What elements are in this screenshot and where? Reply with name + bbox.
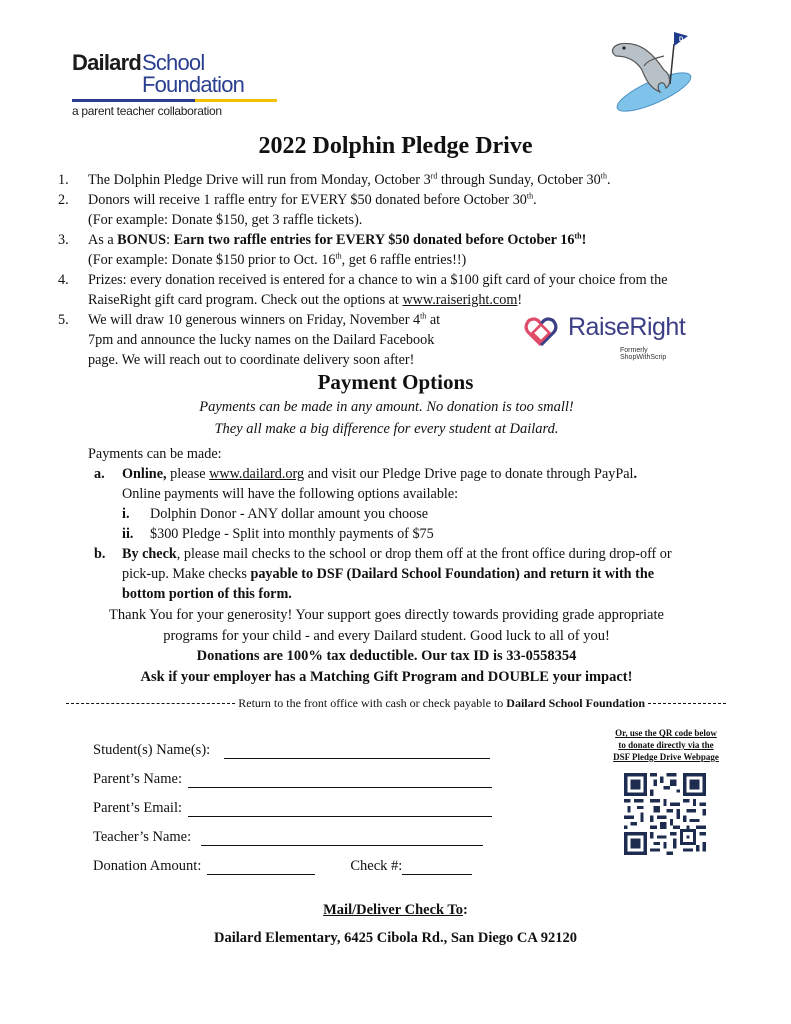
list-number: 5. [58,312,69,328]
payment-sub-option [122,524,738,544]
mail-to-heading: Mail/Deliver Check To: [323,902,468,918]
raiseright-logo [524,313,694,359]
teacher-name-field[interactable] [201,829,483,846]
student-name-field[interactable] [224,742,490,759]
list-number: 2. [58,192,69,208]
option-text: Online, please www.dailard.org and visit our Pledge Drive page to donate through PayPal. Online payments will have the following options available: [122,466,638,502]
logo-tagline: a parent teacher collaboration [72,104,222,118]
list-number: 1. [58,172,69,188]
pledge-form [93,730,492,875]
cut-line [66,696,726,711]
parent-email-field[interactable] [188,800,492,817]
logo-name-regular: School Foundation [141,50,245,97]
thank-you-block [0,605,773,687]
foundation-logo [72,52,287,118]
payment-option-online [94,464,738,504]
option-text: $300 Pledge - Split into monthly payments of $75 [150,526,434,542]
tax-id-line: Donations are 100% tax deductible. Our tax ID is 33-0558354 [196,648,577,664]
payment-note-1: Payments can be made in any amount. No donation is too small! [199,399,574,415]
cut-line-text: Return to the front office with cash or check payable to Dailard School Foundation [238,696,645,710]
list-text: As a BONUS: Earn two raffle entries for EVERY $50 donated before October 16th! (For example: Donate $150 prior to Oct. 16th, get 6 raffle entries!!) [88,231,587,268]
form-row [93,846,492,875]
option-label: a. [94,466,105,482]
thanks-line: programs for your child - and every Dailard student. Good luck to all of you! [163,627,610,644]
parent-email-label: Parent’s Email: [93,800,182,816]
student-name-label: Student(s) Name(s): [93,742,211,758]
parent-name-label: Parent’s Name: [93,771,182,787]
list-text: Prizes: every donation received is entered for a chance to win a $100 gift card of your choice from the RaiseRight gift card program. Check out the options at www.raiseright.com! [88,272,668,308]
payment-note-2: They all make a big difference for every student at Dailard. [214,421,559,437]
flag-letter: D [679,37,684,43]
list-number: 4. [58,272,69,288]
donation-amount-label: Donation Amount: [93,858,202,874]
raiseright-heart-icon [524,315,558,349]
list-item [58,190,758,230]
form-row [93,759,492,788]
list-text: The Dolphin Pledge Drive will run from Monday, October 3rd through Sunday, October 30th. [88,171,611,188]
thanks-line: Thank You for your generosity! Your support goes directly towards providing grade appropriate [109,607,664,623]
raiseright-name: RaiseRight [568,313,686,341]
option-text: By check, please mail checks to the school or drop them off at the front office during drop-off or pick-up. Make checks payable to DSF (Dailard School Foundation) and return it with the bottom portion of this form. [122,546,672,602]
payment-options-heading: Payment Options [317,370,474,394]
payment-intro: Payments can be made: [88,446,222,462]
logo-name-bold: Dailard [72,50,141,75]
form-row [93,788,492,817]
list-item [58,170,758,190]
raiseright-link[interactable]: www.raiseright.com [402,292,518,308]
option-label: i. [122,506,130,522]
list-item [58,230,758,270]
qr-code-icon[interactable] [624,773,706,855]
list-text: We will draw 10 generous winners on Friday, November 4th at 7pm and announce the lucky names on the Dailard Facebook page. We will reach out to coordinate delivery soon after! [88,311,441,368]
list-item [58,270,758,310]
qr-caption: Or, use the QR code below to donate directly via the DSF Pledge Drive Webpage [613,728,719,762]
teacher-name-label: Teacher’s Name: [93,829,192,845]
option-label: b. [94,546,106,562]
payment-methods [88,444,738,604]
dailard-link[interactable]: www.dailard.org [209,466,305,482]
page-title: 2022 Dolphin Pledge Drive [258,133,533,159]
dash-right [648,703,726,704]
donation-amount-field[interactable] [207,858,315,875]
check-number-field[interactable] [402,858,472,875]
list-number: 3. [58,232,69,248]
raiseright-subtitle: Formerly ShopWithScrip [620,347,667,361]
dolphin-surfboard-icon [604,26,696,112]
payment-sub-option [122,504,738,524]
matching-gift-line: Ask if your employer has a Matching Gift Program and DOUBLE your impact! [140,668,633,685]
logo-wordmark [72,52,287,96]
payment-option-check [94,544,738,604]
form-row [93,730,492,759]
parent-name-field[interactable] [188,771,492,788]
form-row [93,817,492,846]
list-text: Donors will receive 1 raffle entry for EVERY $50 donated before October 30th. (For example: Donate $150, get 3 raffle tickets). [88,191,537,228]
dash-left [66,703,235,704]
logo-rule [72,99,277,102]
mailing-address: Dailard Elementary, 6425 Cibola Rd., San Diego CA 92120 [214,930,577,946]
option-text: Dolphin Donor - ANY dollar amount you choose [150,506,429,522]
check-number-label: Check #: [350,858,403,874]
option-label: ii. [122,526,134,542]
